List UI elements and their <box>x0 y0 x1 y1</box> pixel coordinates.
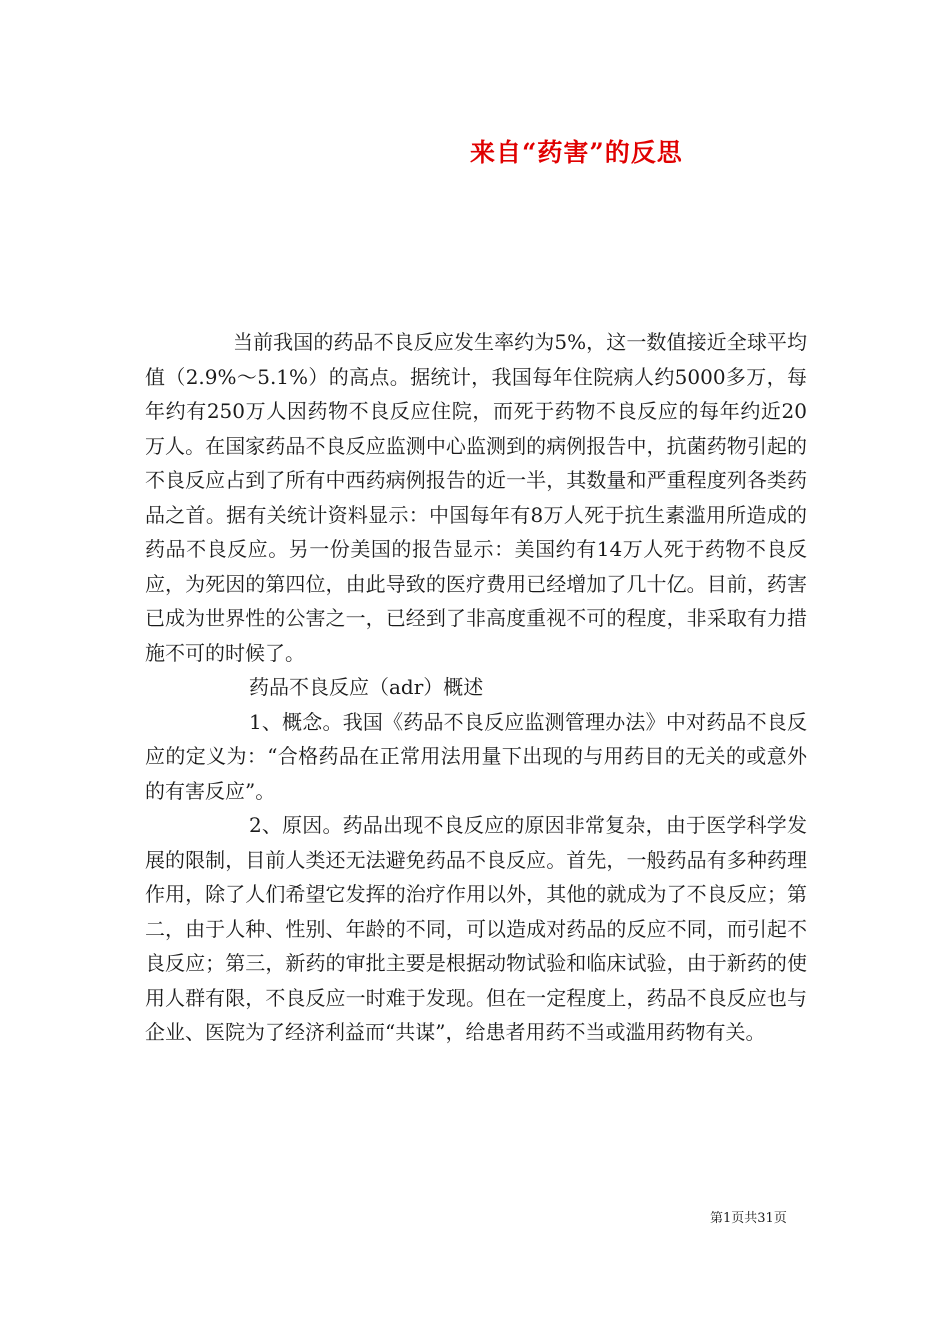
paragraph-statistics: 当前我国的药品不良反应发生率约为5%，这一数值接近全球平均值（2.9%～5.1%）的高点。据统计，我国每年住院病人约5000多万，每年约有250万人因药物不良反应住院，而死于药物不良反应的每年约近20万人。在国家药品不良反应监测中心监测到的病例报告中，抗菌药物引起的不良反应占到了所有中西药病例报告的近一半，其数量和严重程度列各类药品之首。据有关统计资料显示：中国每年有8万人死于抗生素滥用所造成的药品不良反应。另一份美国的报告显示：美国约有14万人死于药物不良反应，为死因的第四位，由此导致的医疗费用已经增加了几十亿。目前，药害已成为世界性的公害之一，已经到了非高度重视不可的程度，非采取有力措施不可的时候了。 <box>145 330 807 665</box>
document-body <box>145 325 807 1050</box>
document-title: 来自“药害”的反思 <box>470 138 683 167</box>
page-number: 第1页共31页 <box>710 1211 787 1226</box>
paragraph-causes: 2、原因。药品出现不良反应的原因非常复杂，由于医学科学发展的限制，目前人类还无法避免药品不良反应。首先，一般药品有多种药理作用，除了人们希望它发挥的治疗作用以外，其他的就成为了不良反应；第二，由于人种、性别、年龄的不同，可以造成对药品的反应不同，而引起不良反应；第三，新药的审批主要是根据动物试验和临床试验，由于新药的使用人群有限，不良反应一时难于发现。但在一定程度上，药品不良反应也与企业、医院为了经济利益而“共谋”，给患者用药不当或滥用药物有关。 <box>145 813 807 1044</box>
section-heading: 药品不良反应（adr）概述 <box>249 675 484 699</box>
paragraph-concept: 1、概念。我国《药品不良反应监测管理办法》中对药品不良反应的定义为：“合格药品在正常用法用量下出现的与用药目的无关的或意外的有害反应”。 <box>145 709 807 803</box>
